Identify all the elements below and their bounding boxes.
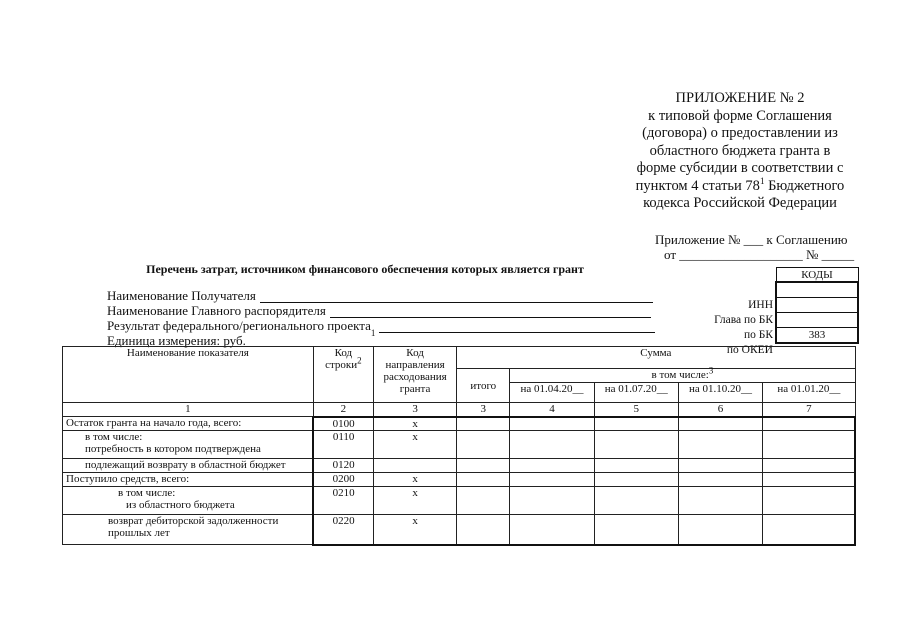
field-label: Результат федерального/регионального проекта — [107, 318, 371, 333]
field-label: Наименование Главного распорядителя — [107, 303, 326, 318]
value-cell[interactable] — [763, 459, 855, 473]
table-row — [63, 473, 856, 487]
appendix-header — [610, 90, 870, 213]
column-number: 4 — [510, 403, 594, 417]
appendix-line: форме субсидии в соответствии с — [636, 160, 844, 176]
value-cell[interactable] — [457, 487, 510, 515]
header-date: на 01.01.20__ — [763, 383, 855, 403]
header-date: на 01.04.20__ — [510, 383, 594, 403]
value-cell[interactable] — [763, 473, 855, 487]
column-number: 1 — [63, 403, 314, 417]
footnote-mark: 1 — [759, 175, 765, 186]
value-cell[interactable] — [510, 417, 594, 431]
codes-table — [775, 267, 859, 344]
header-including — [510, 365, 855, 383]
row-direction — [373, 459, 456, 473]
appendix-line: областного бюджета гранта в — [649, 142, 831, 159]
reference-line: Приложение № ___ к Соглашению — [655, 232, 848, 247]
header-indicator: Наименование показателя — [63, 347, 314, 403]
column-number: 7 — [763, 403, 855, 417]
form-title: Перечень затрат, источником финансового обеспечения которых является грант — [146, 262, 584, 276]
column-number: 2 — [313, 403, 373, 417]
row-direction: x — [373, 487, 456, 515]
recipient-line[interactable] — [260, 290, 653, 303]
main-manager-line[interactable] — [330, 305, 651, 318]
value-cell[interactable] — [457, 515, 510, 545]
table-row — [63, 515, 856, 545]
row-name — [63, 515, 314, 545]
header-text: в том числе: — [651, 369, 709, 381]
value-cell[interactable] — [763, 515, 855, 545]
value-cell[interactable] — [510, 487, 594, 515]
code-label: по ОКЕИ — [726, 344, 773, 356]
column-number: 5 — [594, 403, 678, 417]
value-cell[interactable] — [510, 459, 594, 473]
row-name-line: потребность в котором подтверждена — [85, 443, 261, 455]
column-numbers-row — [63, 403, 856, 417]
row-code: 0120 — [313, 459, 373, 473]
row-code: 0110 — [313, 431, 373, 459]
header-text: Код строки — [325, 347, 358, 371]
agreement-reference — [655, 232, 854, 262]
value-cell[interactable] — [678, 431, 762, 459]
row-name: Остаток гранта на начало года, всего: — [63, 417, 314, 431]
reference-line: от ___________________ № _____ — [664, 247, 855, 262]
footnote-mark: 3 — [708, 365, 714, 376]
value-cell[interactable] — [763, 487, 855, 515]
code-label: ИНН — [748, 299, 773, 311]
value-cell[interactable] — [457, 417, 510, 431]
value-cell[interactable] — [594, 417, 678, 431]
value-cell[interactable] — [594, 431, 678, 459]
project-result-field: Результат федерального/регионального проекта 1 — [107, 318, 655, 333]
header-date: на 01.07.20__ — [594, 383, 678, 403]
value-cell[interactable] — [594, 515, 678, 545]
appendix-text: Бюджетного — [764, 177, 845, 194]
chapter-bk-code-cell[interactable] — [776, 298, 858, 313]
field-label: Наименование Получателя — [107, 288, 256, 303]
value-cell[interactable] — [594, 459, 678, 473]
header-date: на 01.10.20__ — [678, 383, 762, 403]
expense-table — [62, 346, 856, 546]
header-total: итого — [457, 369, 510, 403]
header-line-code — [313, 347, 373, 403]
row-direction: x — [373, 473, 456, 487]
header-sum: Сумма — [457, 347, 855, 369]
column-number: 3 — [373, 403, 456, 417]
row-name-line: возврат дебиторской задолженности — [108, 515, 279, 527]
codes-header: КОДЫ — [776, 268, 858, 283]
project-result-line[interactable] — [379, 320, 655, 333]
field-label: Единица измерения: руб. — [107, 333, 246, 348]
value-cell[interactable] — [594, 473, 678, 487]
footnote-mark: 2 — [357, 355, 362, 366]
okei-code-cell: 383 — [776, 328, 858, 344]
row-code: 0220 — [313, 515, 373, 545]
row-name-line: в том числе: — [118, 487, 176, 499]
row-direction: x — [373, 417, 456, 431]
value-cell[interactable] — [510, 515, 594, 545]
value-cell[interactable] — [678, 473, 762, 487]
inn-code-cell[interactable] — [776, 282, 858, 298]
row-name — [63, 431, 314, 459]
value-cell[interactable] — [678, 417, 762, 431]
code-label: по БК — [743, 329, 773, 341]
row-code: 0210 — [313, 487, 373, 515]
value-cell[interactable] — [678, 459, 762, 473]
appendix-line: к типовой форме Соглашения — [648, 107, 832, 124]
table-row — [63, 417, 856, 431]
row-name-line: прошлых лет — [108, 527, 170, 539]
value-cell[interactable] — [457, 431, 510, 459]
value-cell[interactable] — [763, 431, 855, 459]
row-name: подлежащий возврату в областной бюджет — [63, 459, 314, 473]
appendix-line: (договора) о предоставлении из — [642, 125, 838, 141]
row-name: Поступило средств, всего: — [63, 473, 314, 487]
table-row — [63, 487, 856, 515]
appendix-line — [610, 175, 870, 196]
row-direction: x — [373, 515, 456, 545]
code-label: Глава по БК — [714, 314, 773, 326]
value-cell[interactable] — [678, 487, 762, 515]
appendix-line: кодекса Российской Федерации — [643, 195, 837, 211]
value-cell[interactable] — [678, 515, 762, 545]
row-name-line: в том числе: — [85, 431, 143, 443]
header-direction-code: Код направления расходования гранта — [373, 347, 456, 403]
row-direction: x — [373, 431, 456, 459]
appendix-line: ПРИЛОЖЕНИЕ № 2 — [675, 90, 805, 106]
form-fields — [107, 288, 655, 348]
table-row — [63, 431, 856, 459]
value-cell[interactable] — [594, 487, 678, 515]
value-cell[interactable] — [510, 431, 594, 459]
row-name — [63, 487, 314, 515]
row-code: 0200 — [313, 473, 373, 487]
appendix-text: пунктом 4 статьи 78 — [635, 177, 760, 194]
bk-code-cell[interactable] — [776, 313, 858, 328]
value-cell[interactable] — [457, 473, 510, 487]
row-code: 0100 — [313, 417, 373, 431]
row-name-line: из областного бюджета — [126, 499, 235, 511]
main-manager-field — [107, 303, 655, 318]
value-cell[interactable] — [763, 417, 855, 431]
column-number: 3 — [457, 403, 510, 417]
table-row — [63, 459, 856, 473]
column-number: 6 — [678, 403, 762, 417]
recipient-field — [107, 288, 655, 303]
value-cell[interactable] — [457, 459, 510, 473]
value-cell[interactable] — [510, 473, 594, 487]
